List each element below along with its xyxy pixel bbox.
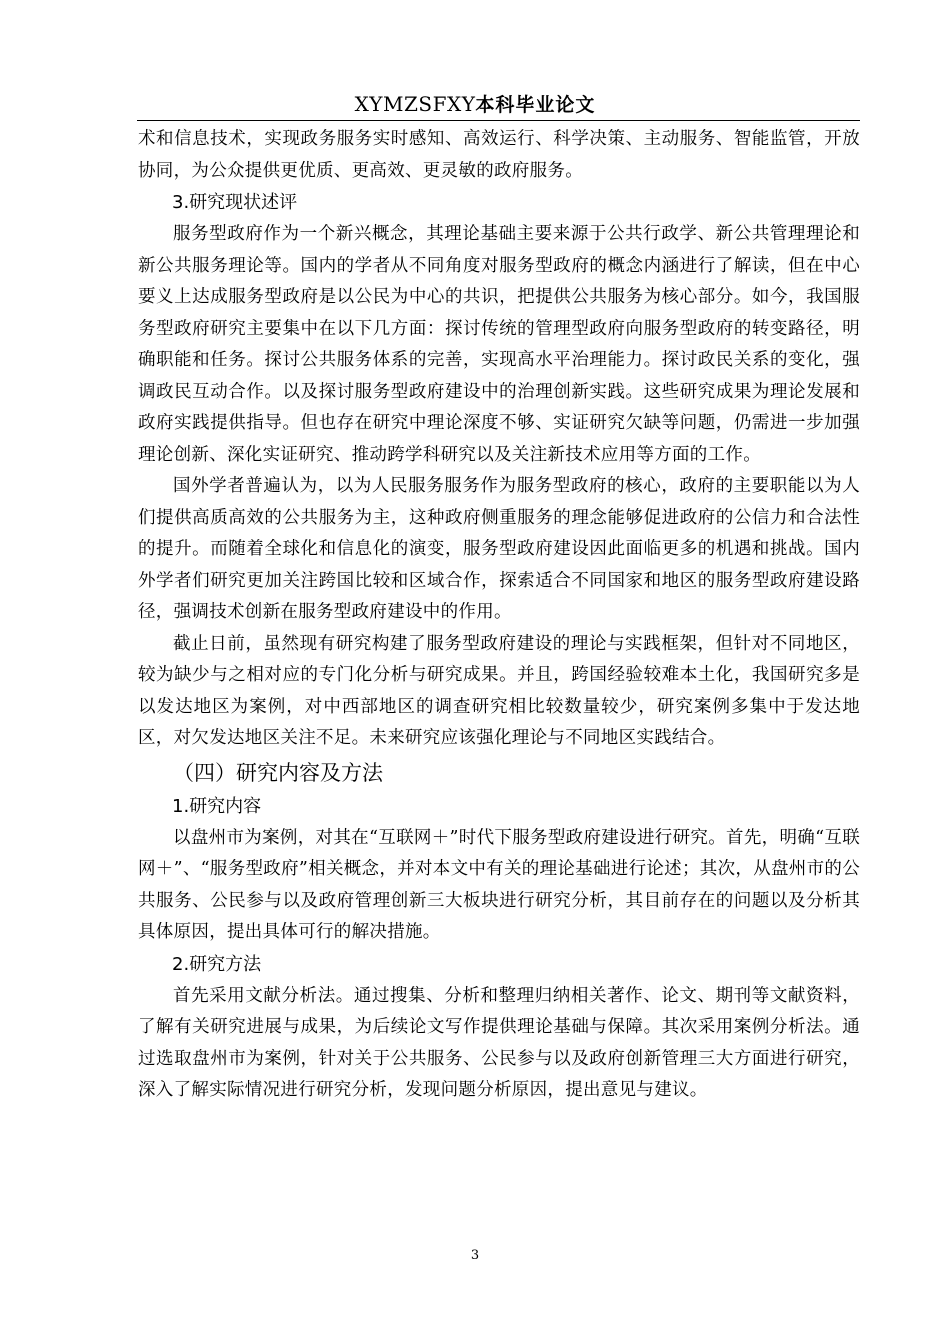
heading-research-content: 1.研究内容 bbox=[172, 795, 262, 817]
header-title: 本科毕业论文 bbox=[475, 94, 596, 116]
page-header bbox=[0, 89, 950, 120]
paragraph-research-method: 首先采用文献分析法。通过搜集、分析和整理归纳相关著作、论文、期刊等文献资料，了解有关研究进展与成果，为后续论文写作提供理论基础与保障。其次采用案例分析法。通过选取盘州市为案例，针对关于公共服务、公民参与以及政府创新管理三大方面进行研究，深入了解实际情况进行研究分析，发现问题分析原因，提出意见与建议。 bbox=[138, 985, 860, 1100]
paragraph-research-content: 以盘州市为案例，对其在“互联网＋”时代下服务型政府建设进行研究。首先，明确“互联网＋”、“服务型政府”相关概念，并对本文中有关的理论基础进行论述；其次，从盘州市的公共服务、公民参与以及政府管理创新三大板块进行研究分析，其目前存在的问题以及分析其具体原因，提出具体可行的解决措施。 bbox=[138, 827, 860, 942]
heading-research-method: 2.研究方法 bbox=[172, 953, 262, 975]
heading-section-four: （四）研究内容及方法 bbox=[173, 760, 383, 785]
paragraph-review-summary: 截止日前，虽然现有研究构建了服务型政府建设的理论与实践框架，但针对不同地区，较为缺少与之相对应的专门化分析与研究成果。并且，跨国经验较难本土化，我国研究多是以发达地区为案例，对中西部地区的调查研究相比较数量较少，研究案例多集中于发达地区，对欠发达地区关注不足。未来研究应该强化理论与不同地区实践结合。 bbox=[138, 633, 860, 748]
paragraph-continued: 术和信息技术，实现政务服务实时感知、高效运行、科学决策、主动服务、智能监管，开放协同，为公众提供更优质、更高效、更灵敏的政府服务。 bbox=[138, 129, 860, 181]
paragraph-domestic-review: 服务型政府作为一个新兴概念，其理论基础主要来源于公共行政学、新公共管理理论和新公共服务理论等。国内的学者从不同角度对服务型政府的概念内涵进行了解读，但在中心要义上达成服务型政府是以公民为中心的共识，把提供公共服务为核心部分。如今，我国服务型政府研究主要集中在以下几方面：探讨传统的管理型政府向服务型政府的转变路径，明确职能和任务。探讨公共服务体系的完善，实现高水平治理能力。探讨政民关系的变化，强调政民互动合作。以及探讨服务型政府建设中的治理创新实践。这些研究成果为理论发展和政府实践提供指导。但也存在研究中理论深度不够、实证研究欠缺等问题，仍需进一步加强理论创新、深化实证研究、推动跨学科研究以及关注新技术应用等方面的工作。 bbox=[138, 224, 860, 465]
document-body bbox=[138, 124, 860, 1107]
header-rule bbox=[137, 120, 860, 121]
heading-research-review: 3.研究现状述评 bbox=[172, 192, 298, 213]
paragraph-foreign-review: 国外学者普遍认为，以为人民服务服务作为服务型政府的核心，政府的主要职能以为人们提供高质高效的公共服务为主，这种政府侧重服务的理念能够促进政府的公信力和合法性的提升。而随着全球化和信息化的演变，服务型政府建设因此面临更多的机遇和挑战。国内外学者们研究更加关注跨国比较和区域合作，探索适合不同国家和地区的服务型政府建设路径，强调技术创新在服务型政府建设中的作用。 bbox=[138, 476, 860, 622]
header-prefix: XYMZSFXY bbox=[354, 92, 476, 116]
page-number: 3 bbox=[470, 1248, 480, 1263]
